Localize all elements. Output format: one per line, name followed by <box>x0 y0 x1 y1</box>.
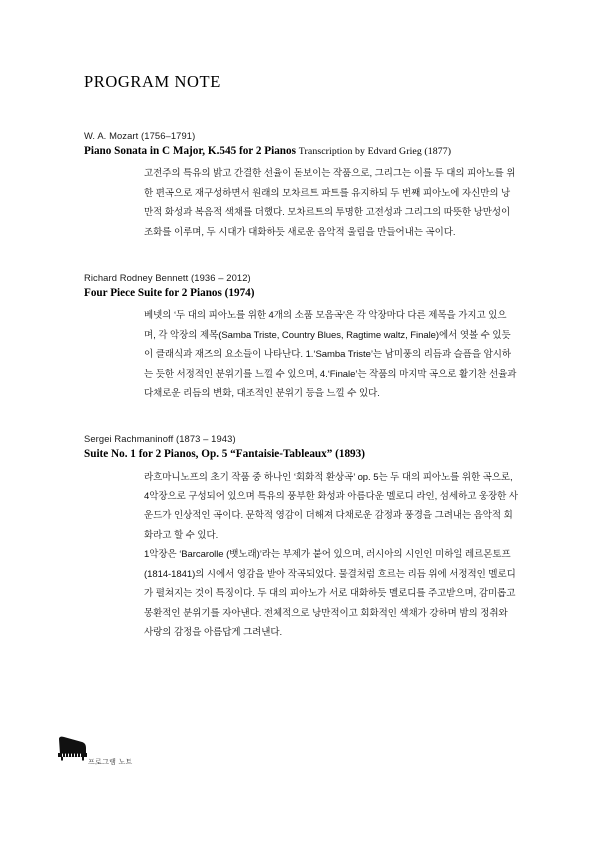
work-description <box>144 306 518 403</box>
work-description <box>144 468 518 643</box>
page-title: PROGRAM NOTE <box>84 72 221 91</box>
composer-name: W. A. Mozart (1756–1791) <box>84 130 196 141</box>
work-title: Suite No. 1 for 2 Pianos, Op. 5 “Fantaisie-Tableaux” (1893) <box>84 448 365 461</box>
work-title: Four Piece Suite for 2 Pianos (1974) <box>84 286 255 299</box>
document-content <box>84 130 518 669</box>
paragraph: 고전주의 특유의 밝고 간결한 선율이 돋보이는 작품으로, 그리그는 이를 두 대의 피아노를 위한 편곡으로 재구성하면서 원래의 모차르트 파트를 유지하되 두 번째 피아노에 자신만의 낭만적 화성과 복음적 색채를 더했다. 모차르트의 투명한 고전성과 그리그의 따뜻한 낭만성이 조화를 이루며, 두 시대가 대화하듯 새로운 음악적 울림을 만들어내는 곡이다. <box>144 168 516 238</box>
work-title-line <box>84 447 518 462</box>
work-entry <box>84 433 518 642</box>
paragraph: 1악장은 ‘Barcarolle (뱃노래)’라는 부제가 붙어 있으며, 러시아의 시인인 미하일 레르몬토프(1814-1841)의 시에서 영감을 받아 작곡되었다. 물결처럼 흐르는 리듬 위에 서정적인 멜로디가 펼쳐지는 것이 특징이다. 두 대의 피아노가 서로 대화하듯 멜로디를 주고받으며, 감미롭고 몽환적인 분위기를 자아낸다. 전체적으로 낭만적이고 회화적인 색채가 강하며 밤의 정취와 사랑의 감정을 아름답게 그려낸다. <box>144 549 516 639</box>
work-entry <box>84 272 518 403</box>
footer <box>56 735 256 775</box>
composer-name: Sergei Rachmaninoff (1873 – 1943) <box>84 433 236 445</box>
work-title-line <box>84 286 518 301</box>
work-title: Piano Sonata in C Major, K.545 for 2 Pianos <box>84 145 296 157</box>
composer-name: Richard Rodney Bennett (1936 – 2012) <box>84 271 251 283</box>
footer-label: 프로그램 노트 <box>88 759 133 766</box>
paragraph: 라흐마니노프의 초기 작품 중 하나인 ‘회화적 환상곡’ op. 5는 두 대의 피아노를 위한 곡으로, 4악장으로 구성되어 있으며 특유의 풍부한 화성과 아름다운 멜로디 라인, 섬세하고 웅장한 사운드가 인상적인 곡이다. 문학적 영감이 더해져 다채로운 감정과 풍경을 그려내는 음악적 회화라고 할 수 있다. <box>144 471 519 541</box>
work-subtitle: Transcription by Edvard Grieg (1877) <box>298 146 452 157</box>
piano-icon <box>56 735 90 766</box>
paragraph: 베넷의 ‘두 대의 피아노를 위한 4개의 소품 모음곡’은 각 악장마다 다른 제목을 가지고 있으며, 각 악장의 제목(Samba Triste, Country Blues, Ragtime waltz, Finale)에서 엿볼 수 있듯이 클래식과 재즈의 요소들이 나타난다. 1.‘Samba Triste’는 남미풍의 리듬과 슬픔을 암시하는 듯한 서정적인 분위기를 느낄 수 있으며, 4.‘Finale’는 작품의 마지막 곡으로 활기찬 선율과 다채로운 리듬의 변화, 대조적인 분위기 등을 느낄 수 있다. <box>144 310 517 399</box>
work-title-line <box>84 144 518 159</box>
work-description <box>144 164 518 242</box>
work-entry <box>84 130 518 242</box>
